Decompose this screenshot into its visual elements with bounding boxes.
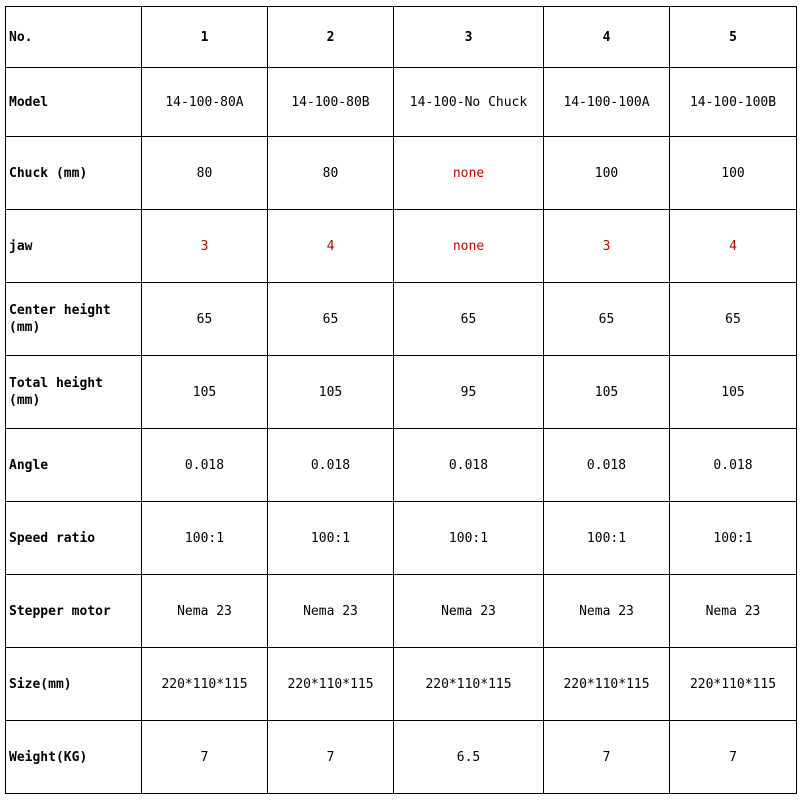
column-header-5: 5 [670,7,797,68]
table-row [6,429,797,502]
table-cell: Nema 23 [670,575,797,648]
column-header-4: 4 [544,7,670,68]
table-cell: 65 [670,283,797,356]
table-cell: 4 [268,210,394,283]
row-label: Total height (mm) [6,356,142,429]
table-cell: 14-100-No Chuck [394,68,544,137]
table-cell: 0.018 [268,429,394,502]
table-cell: 65 [544,283,670,356]
table-row [6,356,797,429]
table-row [6,648,797,721]
table-row [6,68,797,137]
table-cell: Nema 23 [142,575,268,648]
row-label: Angle [6,429,142,502]
table-cell: 100:1 [670,502,797,575]
column-header-3: 3 [394,7,544,68]
table-cell: 220*110*115 [544,648,670,721]
table-row [6,575,797,648]
table-cell: 80 [268,137,394,210]
table-row [6,721,797,794]
table-cell: 4 [670,210,797,283]
table-row [6,210,797,283]
table-cell: 7 [544,721,670,794]
header-row [6,7,797,68]
table-cell: 14-100-100A [544,68,670,137]
table-row [6,137,797,210]
table-cell: 100:1 [268,502,394,575]
table-cell: none [394,210,544,283]
table-cell: 100:1 [394,502,544,575]
row-label: Speed ratio [6,502,142,575]
table-cell: 105 [544,356,670,429]
table-cell: 80 [142,137,268,210]
spec-table [5,6,797,794]
table-cell: 14-100-80B [268,68,394,137]
table-cell: 65 [268,283,394,356]
table-cell: 0.018 [394,429,544,502]
spec-table-body [6,7,797,794]
table-cell: 65 [142,283,268,356]
table-cell: 7 [142,721,268,794]
table-row [6,283,797,356]
table-cell: Nema 23 [268,575,394,648]
table-cell: 100 [544,137,670,210]
row-label: Weight(KG) [6,721,142,794]
row-label: Stepper motor [6,575,142,648]
table-cell: 105 [670,356,797,429]
header-label: No. [6,7,142,68]
table-cell: Nema 23 [394,575,544,648]
row-label: Center height (mm) [6,283,142,356]
row-label: jaw [6,210,142,283]
table-cell: 95 [394,356,544,429]
table-cell: 105 [268,356,394,429]
table-cell: 7 [268,721,394,794]
table-cell: none [394,137,544,210]
table-cell: 0.018 [670,429,797,502]
table-cell: 6.5 [394,721,544,794]
table-cell: 14-100-80A [142,68,268,137]
table-cell: 3 [142,210,268,283]
row-label: Model [6,68,142,137]
column-header-2: 2 [268,7,394,68]
table-cell: 3 [544,210,670,283]
table-cell: 14-100-100B [670,68,797,137]
table-cell: Nema 23 [544,575,670,648]
table-cell: 220*110*115 [268,648,394,721]
table-cell: 105 [142,356,268,429]
table-cell: 100:1 [544,502,670,575]
table-cell: 220*110*115 [394,648,544,721]
table-cell: 65 [394,283,544,356]
table-cell: 0.018 [142,429,268,502]
table-cell: 100 [670,137,797,210]
column-header-1: 1 [142,7,268,68]
table-cell: 0.018 [544,429,670,502]
table-cell: 100:1 [142,502,268,575]
table-row [6,502,797,575]
table-cell: 7 [670,721,797,794]
row-label: Chuck (mm) [6,137,142,210]
table-cell: 220*110*115 [142,648,268,721]
table-cell: 220*110*115 [670,648,797,721]
row-label: Size(mm) [6,648,142,721]
